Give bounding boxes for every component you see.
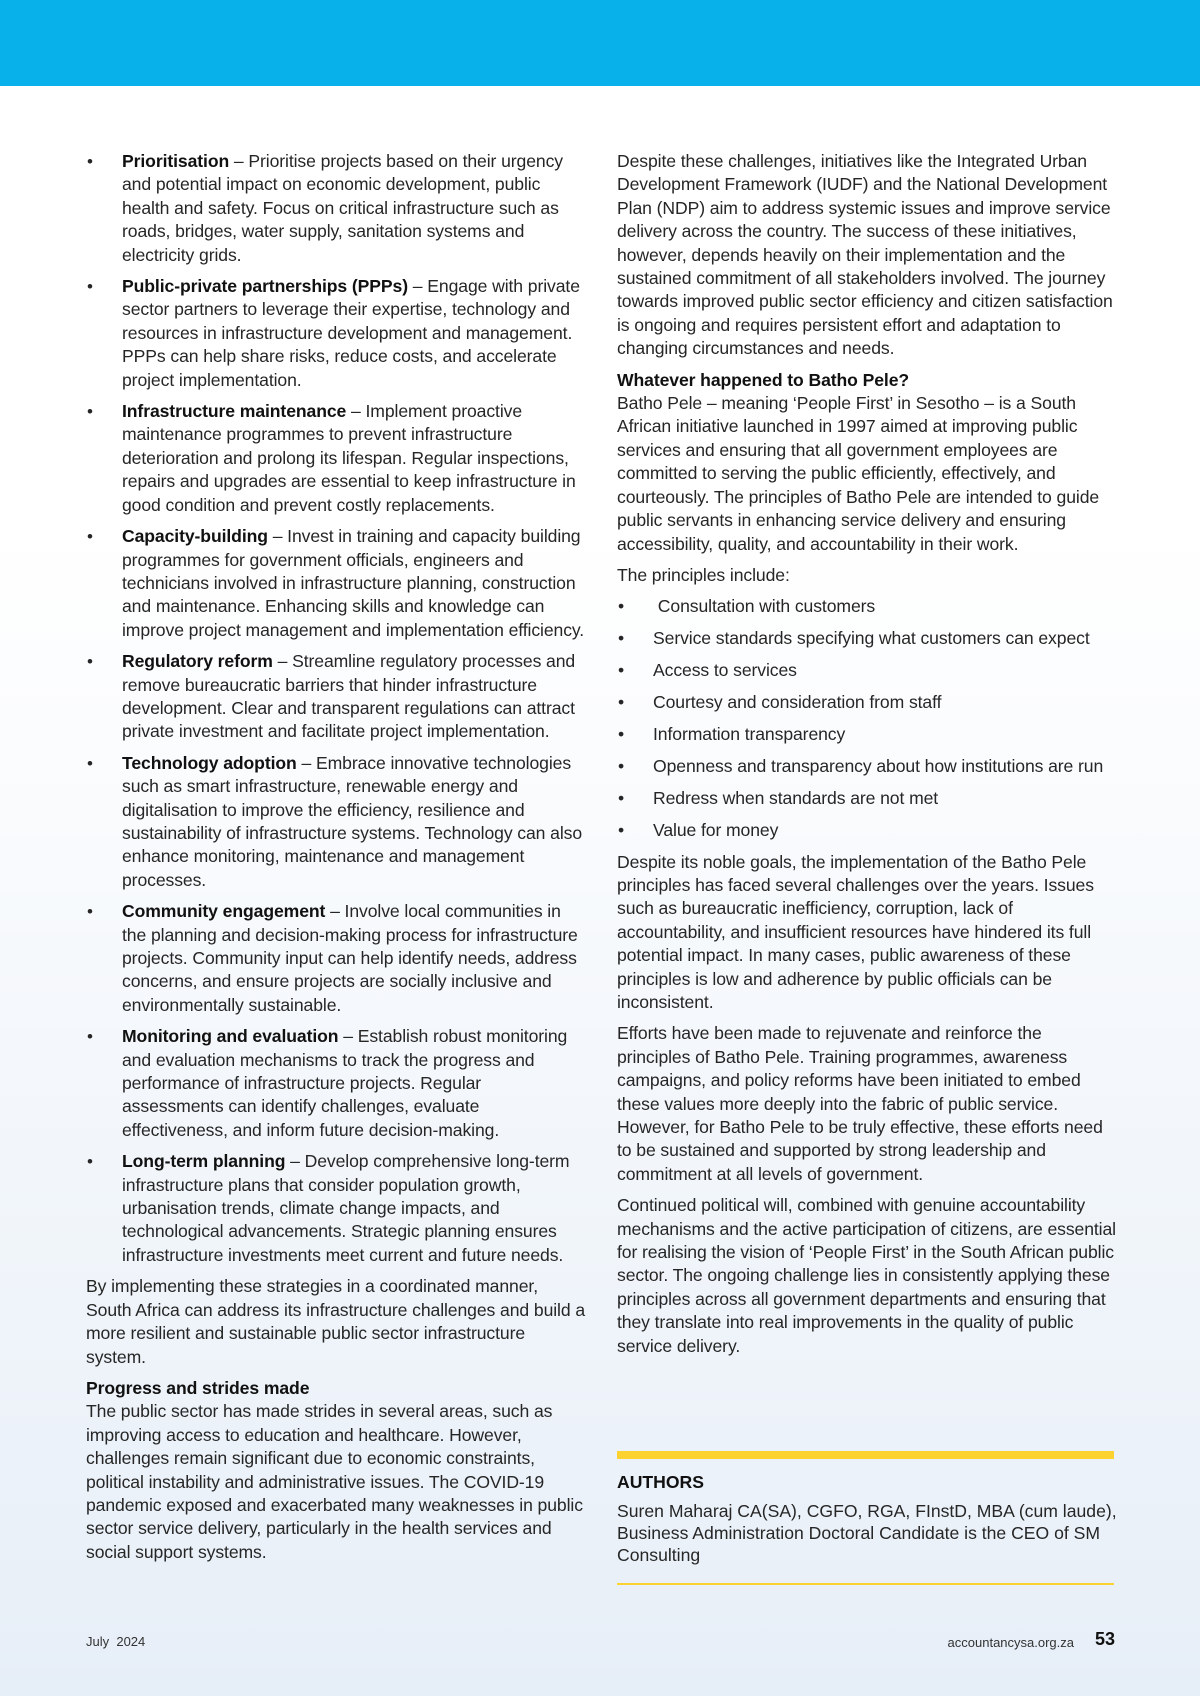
principle-text: Access to services xyxy=(653,660,797,681)
bullet-icon: • xyxy=(618,596,625,617)
footer-date: July 2024 xyxy=(86,1634,146,1649)
progress-paragraph: The public sector has made strides in several areas, such as improving access to education and healthcare. However, challenges remain significant due to economic constraints, political instability and administrative issues. The COVID-19 pandemic exposed and exacerbated many weaknesses in public sector service delivery, particularly in the health services and social support systems. xyxy=(86,1401,583,1562)
list-item-text: – Implement proactive maintenance programmes to prevent infrastructure deterioration and prolong its lifespan. Regular inspections, repairs and upgrades are essential to keep infrastructure in good condition and prevent costly replacements. xyxy=(122,401,576,515)
closing-paragraph: By implementing these strategies in a coordinated manner, South Africa can address its infrastructure challenges and build a more resilient and sustainable public sector infrastructure system. xyxy=(86,1276,586,1367)
initiatives-paragraph: Despite these challenges, initiatives like the Integrated Urban Development Framework (IUDF) and the National Development Plan (NDP) aim to address systemic issues and improve service delivery across the country. The success of these initiatives, however, depends heavily on their implementation and the sustained commitment of all stakeholders involved. The journey towards improved public sector efficiency and citizen satisfaction is ongoing and requires persistent effort and adaptation to changing circumstances and needs. xyxy=(617,151,1113,359)
list-item-term: Regulatory reform xyxy=(122,651,273,672)
principles-intro: The principles include: xyxy=(617,564,790,585)
authors-heading: AUTHORS xyxy=(617,1472,704,1492)
bullet-icon: • xyxy=(87,1152,93,1172)
bullet-icon: • xyxy=(618,755,625,776)
bullet-icon: • xyxy=(87,152,93,171)
list-item xyxy=(86,150,586,267)
footer-url: accountancysa.org.za xyxy=(947,1635,1074,1650)
batho-pele-heading: Whatever happened to Batho Pele? xyxy=(617,369,910,390)
bullet-icon: • xyxy=(618,692,625,713)
principle-text: Information transparency xyxy=(653,723,846,744)
list-item-term: Public-private partnerships (PPPs) xyxy=(122,276,408,297)
principle-text: Redress when standards are not met xyxy=(653,787,939,808)
list-item xyxy=(86,650,586,744)
list-item xyxy=(617,723,1117,746)
challenges-paragraph: Despite its noble goals, the implementation of the Batho Pele principles has faced several challenges over the years. Issues such as bureaucratic inefficiency, corruption, lack of accountability, and insufficient resources have hindered its full potential impact. In many cases, public awareness of these principles is low and adherence by public officials can be inconsistent. xyxy=(617,851,1094,1012)
list-item xyxy=(86,275,586,392)
bullet-icon: • xyxy=(87,753,93,773)
list-item-text: – Engage with private sector partners to leverage their expertise, technology and resources in infrastructure development and management. PPPs can help share risks, reduce costs, and accelerate project implementation. xyxy=(122,276,580,390)
efforts-paragraph: Efforts have been made to rejuvenate and reinforce the principles of Batho Pele. Training programmes, awareness campaigns, and policy reforms have been initiated to embed these values more deeply into the fabric of public service. However, for Batho Pele to be truly effective, these efforts need to be sustained and supported by strong leadership and commitment at all levels of government. xyxy=(617,1023,1103,1184)
list-item-text: – Develop comprehensive long-term infrastructure plans that consider population growth, urbanisation trends, climate change impacts, and technological advancements. Strategic planning ensures infrastructure investments meet current and future needs. xyxy=(122,1151,570,1265)
list-item xyxy=(86,400,586,517)
principle-text: Consultation with customers xyxy=(653,596,876,617)
list-item xyxy=(617,819,1117,842)
bullet-icon: • xyxy=(618,819,625,840)
list-item-term: Monitoring and evaluation xyxy=(122,1026,339,1047)
list-item xyxy=(617,627,1117,650)
bullet-icon: • xyxy=(618,660,625,681)
bullet-icon: • xyxy=(87,652,93,672)
bullet-icon: • xyxy=(618,628,625,649)
authors-top-rule xyxy=(617,1451,1114,1459)
principle-text: Service standards specifying what customers can expect xyxy=(653,628,1090,649)
authors-bottom-rule xyxy=(617,1583,1114,1585)
list-item-text: – Involve local communities in the planning and decision-making process for infrastructure projects. Community input can help identify needs, address concerns, and ensure projects are socially inclusive and environmentally sustainable. xyxy=(122,901,578,1015)
left-column xyxy=(86,150,586,1572)
list-item xyxy=(617,691,1117,714)
list-item-term: Long-term planning xyxy=(122,1151,286,1172)
list-item-text: – Establish robust monitoring and evaluation mechanisms to track the progress and performance of infrastructure projects. Regular assessments can identify challenges, evaluate effectiveness, and inform future decision-making. xyxy=(122,1026,568,1140)
bullet-icon: • xyxy=(87,902,93,922)
list-item xyxy=(86,1150,586,1267)
list-item xyxy=(86,752,586,892)
authors-bio: Suren Maharaj CA(SA), CGFO, RGA, FInstD, MBA (cum laude), Business Administration Doctoral Candidate is the CEO of SM Consulting xyxy=(617,1501,1117,1565)
list-item-term: Community engagement xyxy=(122,901,326,922)
list-item xyxy=(617,787,1117,810)
batho-pele-paragraph: Batho Pele – meaning ‘People First’ in Sesotho – is a South African initiative launched in 1997 aimed at improving public services and ensuring that all government employees are committed to serving the public efficiently, effectively, and courteously. The principles of Batho Pele are intended to guide public servants in enhancing service delivery and ensuring accessibility, quality, and accountability in their work. xyxy=(617,393,1100,554)
list-item-text: – Embrace innovative technologies such as smart infrastructure, renewable energy and digitalisation to improve the efficiency, resilience and sustainability of infrastructure systems. Technology can also enhance monitoring, maintenance and management processes. xyxy=(122,752,583,890)
list-item xyxy=(617,755,1117,778)
bullet-icon: • xyxy=(618,723,625,744)
list-item-term: Infrastructure maintenance xyxy=(122,401,347,422)
list-item-text: – Invest in training and capacity building programmes for government officials, engineers and technicians involved in infrastructure planning, construction and maintenance. Enhancing skills and knowledge can improve project management and implementation efficiency. xyxy=(122,526,585,640)
principle-text: Value for money xyxy=(653,819,779,840)
bullet-icon: • xyxy=(87,1027,93,1047)
list-item-term: Prioritisation xyxy=(122,151,230,171)
list-item xyxy=(86,900,586,1017)
strategy-list xyxy=(86,150,586,1267)
list-item xyxy=(617,659,1117,682)
list-item xyxy=(86,525,586,642)
list-item-term: Technology adoption xyxy=(122,752,297,773)
progress-heading: Progress and strides made xyxy=(86,1377,310,1398)
bullet-icon: • xyxy=(87,402,93,422)
bullet-icon: • xyxy=(618,787,625,808)
authors-box xyxy=(617,1471,1117,1566)
page-number: 53 xyxy=(1094,1629,1115,1649)
list-item xyxy=(617,595,1117,618)
list-item-text: – Prioritise projects based on their urgency and potential impact on economic development, public health and safety. Focus on critical infrastructure such as roads, bridges, water supply, sanitation systems and electricity grids. xyxy=(122,151,563,265)
bullet-icon: • xyxy=(87,277,93,297)
principle-text: Courtesy and consideration from staff xyxy=(653,692,942,713)
principles-list xyxy=(617,595,1117,842)
principle-text: Openness and transparency about how institutions are run xyxy=(653,755,1104,776)
list-item-text: – Streamline regulatory processes and remove bureaucratic barriers that hinder infrastructure development. Clear and transparent regulations can attract private investment and facilitate project implementation. xyxy=(122,651,576,742)
list-item xyxy=(86,1025,586,1142)
right-column xyxy=(617,150,1117,1366)
header-color-bar xyxy=(0,0,1200,86)
bullet-icon: • xyxy=(87,527,93,547)
list-item-term: Capacity-building xyxy=(122,526,268,547)
political-will-paragraph: Continued political will, combined with genuine accountability mechanisms and the active participation of citizens, are essential for realising the vision of ‘People First’ in the South African public sector. The ongoing challenge lies in consistently applying these principles across all government departments and ensuring that they translate into real improvements in the quality of public service delivery. xyxy=(617,1195,1116,1356)
